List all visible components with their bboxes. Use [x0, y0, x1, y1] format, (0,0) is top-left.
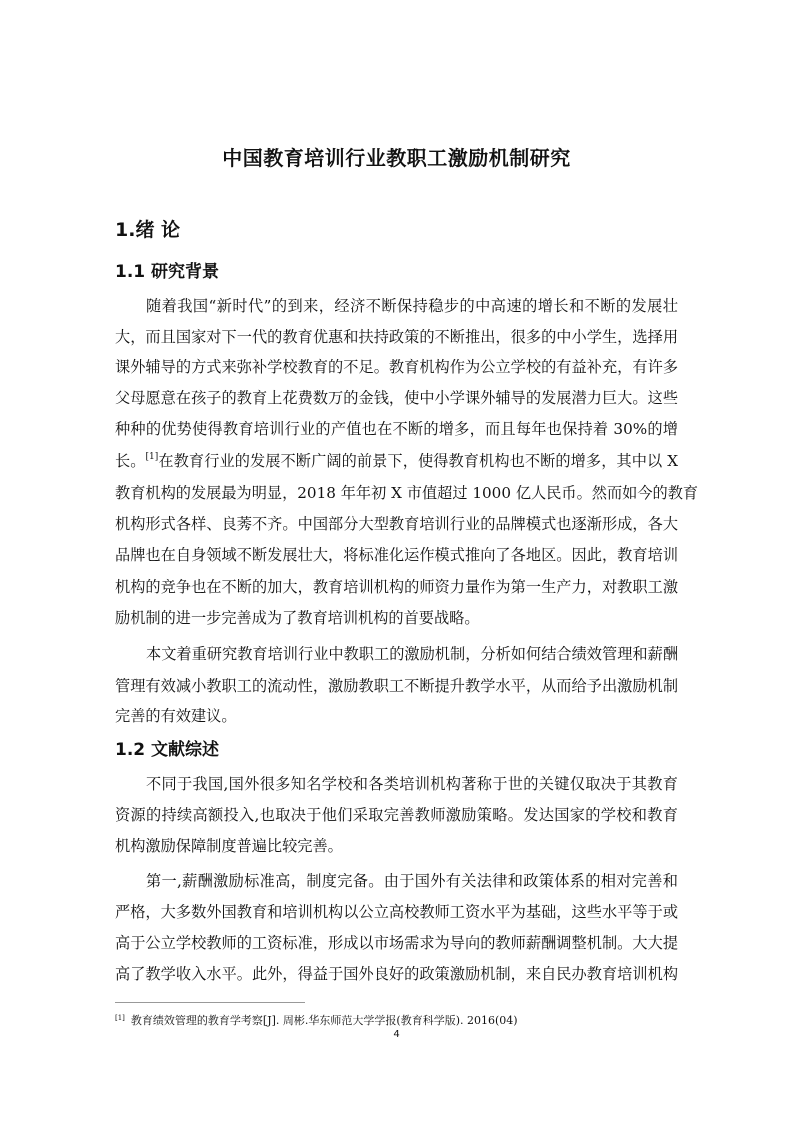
paragraph-line: 父母愿意在孩子的教育上花费数万的金钱，使中小学课外辅导的发展潜力巨大。这些 [115, 389, 678, 407]
paragraph-line-with-citation [115, 449, 678, 473]
section-heading-1-2: 1.2 文献综述 [115, 740, 220, 760]
paragraph-line: 种种的优势使得教育培训行业的产值也在不断的增多，而且每年也保持着 30%的增 [115, 420, 678, 438]
paragraph-line: 励机制的进一步完善成为了教育培训机构的首要战略。 [115, 609, 480, 627]
footnote [115, 1010, 518, 1029]
page-number: 4 [393, 1029, 400, 1040]
section-heading-1-1: 1.1 研究背景 [115, 262, 220, 282]
paragraph-line: 高了教学收入水平。此外，得益于国外良好的政策激励机制，来自民办教育培训机构 [115, 965, 678, 983]
paragraph-line: 课外辅导的方式来弥补学校教育的不足。教育机构作为公立学校的有益补充，有许多 [115, 358, 678, 376]
paragraph-line: 机构激励保障制度普遍比较完善。 [115, 837, 343, 855]
paragraph-line: 第一,薪酬激励标准高，制度完备。由于国外有关法律和政策体系的相对完善和 [146, 872, 678, 890]
paragraph-line: 随着我国“新时代”的到来，经济不断保持稳步的中高速的增长和不断的发展壮 [146, 297, 678, 315]
line-text: 在教育行业的发展不断广阔的前景下，使得教育机构也不断的增多，其中以 X [158, 452, 679, 470]
paragraph-line: 不同于我国,国外很多知名学校和各类培训机构著称于世的关键仅取决于其教育 [146, 775, 678, 793]
line-text: 长。 [115, 452, 146, 470]
paragraph-line: 机构的竞争也在不断的加大，教育培训机构的师资力量作为第一生产力，对教职工激 [115, 578, 678, 596]
paragraph-line: 管理有效减小教职工的流动性，激励教职工不断提升教学水平，从而给予出激励机制 [115, 677, 678, 695]
chapter-heading: 1.绪 论 [115, 219, 181, 241]
footnote-separator [115, 1002, 305, 1003]
paragraph-line: 完善的有效建议。 [115, 707, 237, 725]
paragraph-line: 机构形式各样、良莠不齐。中国部分大型教育培训行业的品牌模式也逐渐形成，各大 [115, 515, 678, 533]
citation-marker[interactable]: [1] [145, 452, 159, 462]
paragraph-line: 大，而且国家对下一代的教育优惠和扶持政策的不断推出，很多的中小学生，选择用 [115, 328, 678, 346]
document-title: 中国教育培训行业教职工激励机制研究 [222, 146, 571, 170]
footnote-marker: [1] [115, 1014, 125, 1022]
paragraph-line: 本文着重研究教育培训行业中教职工的激励机制，分析如何结合绩效管理和薪酬 [146, 645, 678, 663]
paragraph-line: 资源的持续高额投入,也取决于他们采取完善教师激励策略。发达国家的学校和教育 [115, 806, 678, 824]
paragraph-line: 品牌也在自身领域不断发展壮大，将标准化运作模式推向了各地区。因此，教育培训 [115, 546, 678, 564]
paragraph-line: 教育机构的发展最为明显，2018 年年初 X 市值超过 1000 亿人民币。然而如今的教育 [115, 484, 699, 502]
footnote-text: 教育绩效管理的教育学考察[J]. 周彬.华东师范大学学报(教育科学版). 2016(04) [130, 1014, 518, 1027]
paragraph-line: 高于公立学校教师的工资标准，形成以市场需求为导向的教师薪酬调整机制。大大提 [115, 934, 678, 952]
paragraph-line: 严格，大多数外国教育和培训机构以公立高校教师工资水平为基础，这些水平等于或 [115, 903, 678, 921]
